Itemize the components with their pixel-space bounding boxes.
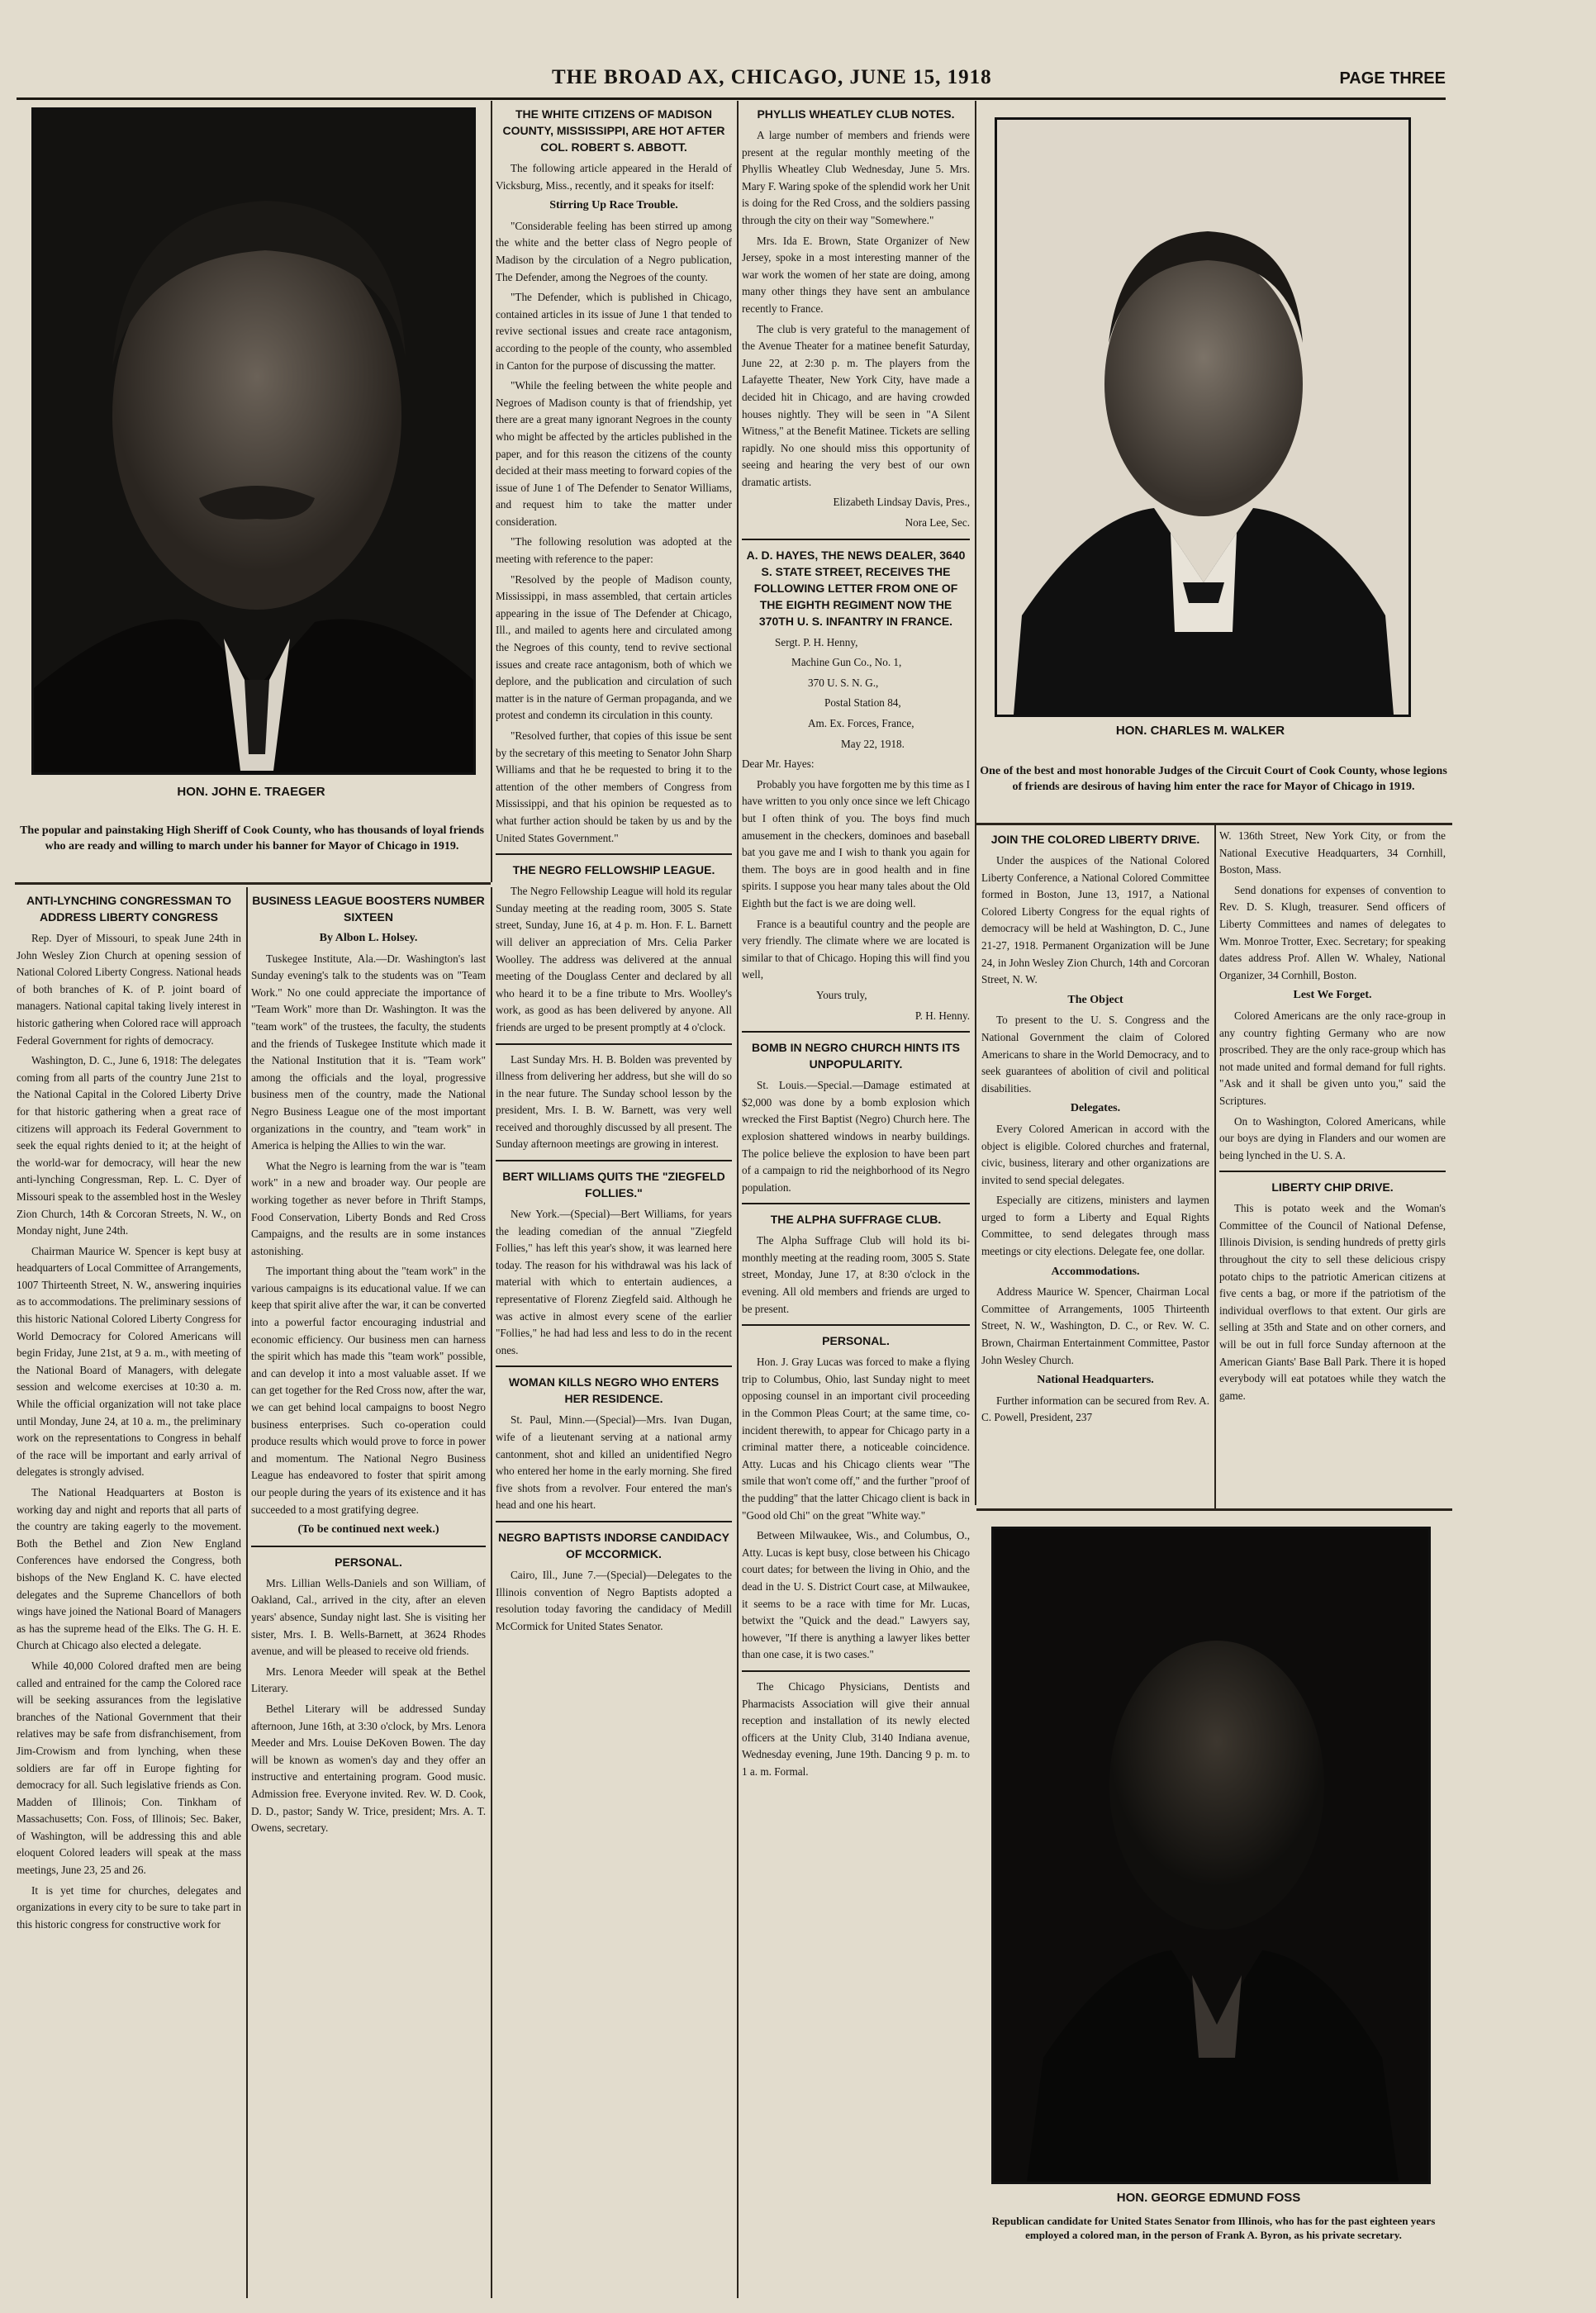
paragraph: The important thing about the "team work" in the various campaigns is its educational value. If we can keep that spirit alive after the war, it can be converted into a powerful factor encouraging industrial and economic efficiency. Our business men can harness the spirit which has made this "team work" possible, and can develop it into a most valuable asset. If we can get together for the Red Cross now, after the war, we can get behind local campaigns to boost Negro business enterprises. Such co-operation could produce results which would prove to force in power and momentum. The National Negro Business League has endeavored to foster that spirit among our people during the years of its existence and it has succeeded to a most gratifying degree. [251,1265,486,1516]
paragraph: What the Negro is learning from the war is "team work" in a new and broader way. Our people are working together as never before in Thrift Stamps, Food Conservation, Liberty Bonds and Red Cross Campaigns, and the results are in some instances astonishing. [251,1159,486,1257]
paragraph: Between Milwaukee, Wis., and Columbus, O., Atty. Lucas is kept busy, close between his Chicago court dates; for between the living in Ohio, and the dead in the U. S. District Court case, at Milwaukee, it seems to be a race with time for Mr. Lucas, betwixt the "Quick and the dead." Lawyers say, however, "If there is anything a lawyer likes better than one case, it is two cases." [742,1529,970,1661]
signature: P. H. Henny. [914,1009,970,1022]
paragraph: "While the feeling between the white people and Negroes of Madison county is that of friendship, yet there are a great many ignorant Negroes in the county who might be affected by the articles published in the paper, and for this reason the citizens of the county decided at their mass meeting to forward copies of the issue of June 1 of The Defender to Senator Williams, and request him to take the matter under consideration. [496,379,732,528]
headline-williams: BERT WILLIAMS QUITS THE "ZIEGFELD FOLLIES." [502,1170,725,1200]
subhead: Accommodations. [1051,1265,1140,1278]
paragraph: Under the auspices of the National Colored Liberty Conference, a National Colored Committee formed in Boston, June 13, 1917, a National Colored Liberty Congress for the equal rights of democracy will be held at Washington, D. C., June 21-27, 1918. Permanent Organization will be June 24, in John Wesley Zion Church, 14th and Corcoran Street, N. W. [981,854,1209,986]
paragraph: Further information can be secured from Rev. A. C. Powell, President, 237 [981,1394,1209,1424]
paragraph: On to Washington, Colored Americans, while our boys are dying in Flanders and our women are being lynched in the U. S. A. [1219,1114,1446,1161]
subhead: Stirring Up Race Trouble. [549,199,678,212]
signature: Elizabeth Lindsay Davis, Pres., [833,496,970,509]
divider [742,1203,970,1204]
subhead: The Object [1067,993,1123,1006]
headline-liberty-drive: JOIN THE COLORED LIBERTY DRIVE. [990,833,1200,846]
headline-personal: PERSONAL. [335,1555,402,1569]
address-line: Am. Ex. Forces, France, [808,717,914,730]
paragraph: Bethel Literary will be addressed Sunday afternoon, June 16th, at 3:30 o'clock, by Mrs. Lenora Meeder and Mrs. Louise DeKoven Bowen. The day will be known as women's day and they offer an instructive and entertaining program. Good music. Admission free. Everyone invited. Rev. W. D. Cook, D. D., pastor; Sandy W. Trice, president; Mrs. A. T. Owens, secretary. [251,1702,486,1835]
paragraph: The following article appeared in the Herald of Vicksburg, Miss., recently, and it speaks for itself: [496,162,732,192]
headline-anti-lynching: ANTI-LYNCHING CONGRESSMAN TO ADDRESS LIBERTY CONGRESS [26,894,232,924]
paragraph: Address Maurice W. Spencer, Chairman Local Committee of Arrangements, 1005 Thirteenth Street, N. W., Washington, D. C., or Rev. W. C. Brown, Chairman Entertainment Committee, Pastor John Wesley Church. [981,1285,1209,1366]
caption-name-foss: HON. GEORGE EDMUND FOSS [1116,2191,1301,2205]
column-business-league [251,889,486,2300]
paragraph: Send donations for expenses of convention to Rev. D. S. Klugh, treasurer. Send officers of Liberty Committees and names of delegates to Wm. Monroe Trotter, Exec. Secretary; for speaking dates address Prof. Allen W. Whaley, National Organizer, 34 Cornhill, Boston. [1219,883,1446,981]
paragraph: Last Sunday Mrs. H. B. Bolden was prevented by illness from delivering her address, but she will do so in the near future. The Sunday school lesson by the president, Mrs. I. B. W. Barnett, was very well received and thoroughly discussed by all present. The Sunday afternoon meetings are growing in interest. [496,1052,732,1151]
paragraph: The National Headquarters at Boston is working day and night and reports that all parts of the country are taking eagerly to the movement. Both the Bethel and Zion New England Conferences have endorsed the Congress, both bishops of the New England K. C. have elected delegates and the Supreme Chancellors of both wings have joined the National Board of Managers as has the supreme head of the Elks. The G. H. E. Church at Chicago also elected a delegate. [17,1486,241,1652]
paragraph: Especially are citizens, ministers and laymen urged to form a Liberty and Equal Rights Committee, to send delegates through mass meetings or city elections. Delegate fee, one dollar. [981,1194,1209,1258]
paragraph: Hon. J. Gray Lucas was forced to make a flying trip to Columbus, Ohio, last Sunday night to meet opposing counsel in an important civil proceeding in the Common Pleas Court; at the same time, co-incident therewith, to appear for Chicago party in a criminal matter there, a noticeable coincidence. Atty. Lucas and his Chicago clients wear "The smile that won't come off," and the further "proof of the pudding" that the latter Chicago client is back in "Good old Chi" on the great "White way." [742,1356,970,1522]
salutation: Dear Mr. Hayes: [742,758,815,771]
page-number: PAGE THREE [1339,69,1446,88]
headline-bomb: BOMB IN NEGRO CHURCH HINTS ITS UNPOPULARITY. [752,1041,960,1071]
paragraph: The club is very grateful to the management of the Avenue Theater for a matinee benefit Saturday, June 22, at 2:30 p. m. The players from the Lafayette Theater, New York City, have made a decided hit in Chicago, and are having crowded houses nightly. They will be seen in "A Silent Witness," at the Benefit Matinee. Tickets are selling rapidly. No one should miss this opportunity of seeing and hearing the very best of our own dramatic artists. [742,322,970,488]
divider [496,853,732,855]
headline-baptists: NEGRO BAPTISTS INDORSE CANDIDACY OF MCCORMICK. [497,1530,730,1560]
address-line: Postal Station 84, [824,696,901,710]
paragraph: St. Paul, Minn.—(Special)—Mrs. Ivan Dugan, wife of a lieutenant serving at a national army cantonment, shot and killed an unidentified Negro who entered her home in the early morning. She fired five shots from a revolver. Four entered the man's head and one his heart. [496,1413,732,1512]
paragraph: To present to the U. S. Congress and the National Government the claim of Colored Americans to share in the World Democracy, and to seek guarantees of abolition of civil and political disabilities. [981,1014,1209,1095]
paragraph: "The Defender, which is published in Chicago, contained articles in its issue of June 1 that tended to revive sectional issues and create race antagonism, according to the people of the county, who assembled in Canton for the purpose of discussing the matter. [496,291,732,372]
paragraph: Mrs. Ida E. Brown, State Organizer of New Jersey, spoke in a most interesting manner of the war work the women of her state are doing, among many other things they have sent an ambulance recently to France. [742,234,970,315]
portrait-photo-traeger [31,107,476,775]
paragraph: Rep. Dyer of Missouri, to speak June 24th in John Wesley Zion Church at opening session of National Colored Liberty Congress. National heads of both branches of K. of P. joint board of managers. National capital taking lively interest in historic gathering when Colored race will approach Federal Government for rights of democracy. [17,932,241,1047]
paragraph: France is a beautiful country and the people are very friendly. The climate where we are located is similar to that of Chicago. Hoping this will find you well, [742,917,970,981]
paragraph: The Negro Fellowship League will hold its regular Sunday meeting at the reading room, 3005 S. State street, Sunday, June 16, at 4 p. m. Hon. F. L. Barnett will deliver an appreciation of Mrs. Celia Parker Woolley. The address was delivered at the annual meeting of the Douglass Center and declared by all who heard it to be a fine tribute to Mrs. Woolley's work, as good as has been delivered by anyone. All friends are urged to be present promptly at 4 o'clock. [496,885,732,1033]
address-line: 370 U. S. N. G., [808,676,879,689]
headline-business-league: BUSINESS LEAGUE BOOSTERS NUMBER SIXTEEN [252,894,485,924]
divider [496,1521,732,1522]
paragraph: While 40,000 Colored drafted men are being called and entrained for the camp the Colored race will be seeking assurances from the legislative branches of the National Government that their relatives may be safe from disfranchisement, from Jim-Crowism and from lynching, when these soldiers are far off in Europe fighting for democracy for all. Such legislative friends as Con. Madden of Illinois; Con. Tinkham of Massachusetts; Con. Foss, of Illinois; Sec. Baker, of Washington, will be addressing this and able eloquent Colored leaders will speak at the mass meetings, June 23, 25 and 26. [17,1659,241,1877]
caption-text-foss: Republican candidate for United States Senator from Illinois, who has for the past eighteen years employed a colored man, in the person of Frank A. Byron, as his private secretary. [991,2215,1436,2241]
subhead: National Headquarters. [1037,1374,1154,1387]
paragraph: "Resolved by the people of Madison county, Mississippi, in mass assembled, that certain articles appearing in the issue of The Defender at Chicago, Ill., and mailed to agents here and circulated among the Negroes of this county, tend to revive sectional issues and create race antagonism, both of which we deplore, and the publication and circulation of such matter is in the nature of German propaganda, and we protest and condemn its circulation in this county. [496,572,732,722]
column-rule [491,101,492,882]
column-center-right [742,102,970,2300]
paragraph: New York.—(Special)—Bert Williams, for years the leading comedian of the annual "Ziegfeld Follies," has left this year's show, it was learned here today. The reason for his withdrawal was his lack of material with which to entertain audiences, a representative of Florenz Ziegfeld said. Although he was active in almost every scene of the earlier "Follies," he had had less and less to do in the recent ones. [496,1208,732,1356]
divider [742,1031,970,1033]
paragraph: Tuskegee Institute, Ala.—Dr. Washington's last Sunday evening's talk to the students was on "Team Work." No one could appreciate the importance of "Team Work" more than Dr. Washington. It was the "team work" of the trustees, the faculty, the students and the friends of Tuskegee Institute which made it the National Institution that it is. "Team work" among the officials and the loyal, progressive business men of the country, made the National Negro Business League one of the most important organizations in the country, and "team work" in America is helping the Allies to win the war. [251,952,486,1152]
column-liberty-chip [1219,828,1446,1505]
column-anti-lynching [17,889,241,2300]
section-rule [976,1508,1452,1511]
headline-madison: THE WHITE CITIZENS OF MADISON COUNTY, MISSISSIPPI, ARE HOT AFTER COL. ROBERT S. ABBOTT. [502,107,725,154]
column-rule [491,887,492,2298]
address-line: Machine Gun Co., No. 1, [791,656,902,669]
closing: Yours truly, [816,988,867,1001]
divider [742,539,970,540]
headline-wheatley: PHYLLIS WHEATLEY CLUB NOTES. [757,107,955,121]
column-rule [246,887,248,2298]
paragraph: Colored Americans are the only race-group in any country fighting Germany who are now proscribed. They are the only race-group which has not made united and formal demand for full rights. "Ask and it shall be given unto you," said the Scriptures. [1219,1009,1446,1107]
paragraph: Probably you have forgotten me by this time as I have written to you only once since we left Chicago but I often think of you. The boys find much amusement in the checkers, dominoes and baseball bat you gave me and I wish to thank you again for them. The boys are in good health and in fine spirits. I suppose you hear many tales about the Old Eighth but the fact is we are doing well. [742,777,970,910]
caption-name-traeger: HON. JOHN E. TRAEGER [177,785,325,799]
caption-text-walker: One of the best and most honorable Judges of the Circuit Court of Cook County, whose legions of friends are desirous of having him enter the race for Mayor of Chicago in 1919. [980,765,1447,793]
section-rule [976,823,1452,825]
masthead-title: THE BROAD AX, CHICAGO, JUNE 15, 1918 [552,66,992,88]
signature: Nora Lee, Sec. [905,516,970,530]
divider [742,1670,970,1672]
paragraph: The Alpha Suffrage Club will hold its bi-monthly meeting at the reading room, 3005 S. State street, Monday, June 17, at 8:30 o'clock in the evening. All old members and friends are urged to be present. [742,1234,970,1315]
paragraph: A large number of members and friends were present at the regular monthly meeting of the Phyllis Wheatley Club Wednesday, June 5. Mrs. Mary F. Waring spoke of the splendid work her Unit is doing for the Red Cross, and the soldiers passing through the city on their way "Somewhere." [742,129,970,226]
paragraph: Mrs. Lillian Wells-Daniels and son William, of Oakland, Cal., arrived in the city, after an eleven years' absence, Sunday night last. She is visiting her sister, Mrs. I. B. Wells-Barnett, at 3624 Rhodes avenue, and will be pleased to receive old friends. [251,1576,486,1658]
paragraph: St. Louis.—Special.—Damage estimated at $2,000 was done by a bomb explosion which wrecked the First Baptist (Negro) Church here. The explosion shattered windows in nearby buildings. The police believe the explosion to have been part of a campaign to rid the neighborhood of its Negro population. [742,1079,970,1194]
portrait-illustration [997,120,1408,715]
column-center-left [496,102,732,2300]
subhead: Delegates. [1070,1102,1121,1115]
divider [742,1324,970,1326]
divider [496,1043,732,1045]
paragraph: Mrs. Lenora Meeder will speak at the Bethel Literary. [251,1665,486,1695]
divider [1219,1171,1446,1172]
caption-text-traeger: The popular and painstaking High Sheriff of Cook County, who has thousands of loyal friends who are ready and willing to march under his banner for Mayor of Chicago in 1919. [20,824,484,853]
portrait-photo-foss [991,1527,1431,2184]
divider [251,1546,486,1547]
section-rule [15,882,491,885]
paragraph: Every Colored American in accord with the object is eligible. Colored churches and fraternal, civic, business, literary and other organizations are invited to send special delegates. [981,1122,1209,1186]
paragraph: Cairo, Ill., June 7.—(Special)—Delegates to the Illinois convention of Negro Baptists adopted a resolution today favoring the candidacy of Medill McCormick for United States Senator. [496,1568,732,1632]
headline-woman: WOMAN KILLS NEGRO WHO ENTERS HER RESIDENCE. [508,1375,720,1406]
continued-note: (To be continued next week.) [297,1523,439,1536]
headline-fellowship: THE NEGRO FELLOWSHIP LEAGUE. [512,863,715,877]
subhead: Lest We Forget. [1293,989,1372,1002]
paragraph: It is yet time for churches, delegates and organizations in every city to be sure to take part in this historic congress for constructive work for [17,1883,241,1931]
portrait-photo-walker [995,117,1411,717]
paragraph: Chairman Maurice W. Spencer is kept busy at headquarters of Local Committee of Arrangements, 1007 Thirteenth Street, N. W., answering inquiries as to accommodations. The preliminary sessions of this historic National Colored Liberty Congress for World Democracy for Colored Americans will begin Friday, June 21st, at 9 a. m., with meeting of the National Board of Managers, with delegate session and welcome exercises at 10:30 a. m. While the official organization will not take place until Monday, June 24, at 10 a. m., the preliminary work on the representations to Congress in behalf of the race will be important and early arrival of delegates is strongly advised. [17,1244,241,1479]
paragraph: W. 136th Street, New York City, or from the National Executive Headquarters, 34 Cornhill, Boston, Mass. [1219,829,1446,876]
headline-personal: PERSONAL. [822,1334,890,1348]
paragraph: The Chicago Physicians, Dentists and Pharmacists Association will give their annual reception and installation of its newly elected officers at the Unity Club, 3140 Indiana avenue, Wednesday evening, June 19th. Dancing 9 p. m. to 1 a. m. Formal. [742,1679,970,1778]
divider [496,1160,732,1161]
column-liberty-drive [981,828,1209,1505]
address-line: Sergt. P. H. Henny, [775,635,858,648]
byline: By Albon L. Holsey. [319,932,418,944]
paragraph: "Considerable feeling has been stirred up among the white and the better class of Negro people of Madison by the circulation of a Negro publication, The Defender, among the Negroes of the county. [496,219,732,283]
headline-chip-drive: LIBERTY CHIP DRIVE. [1271,1180,1394,1194]
column-rule [1214,823,1216,1508]
paragraph: "The following resolution was adopted at the meeting with reference to the paper: [496,535,732,566]
column-rule [975,101,976,1505]
column-rule [737,101,739,2298]
portrait-illustration [34,110,473,772]
paragraph: "Resolved further, that copies of this issue be sent by the secretary of this meeting to Senator John Sharp Williams and that he be requested to bring it to the attention of the other members of Congress from Mississippi, and that his opinion be requested as to what further action should be taken by us and by the United States Government." [496,729,732,844]
paragraph: This is potato week and the Woman's Committee of the Council of National Defense, Illinois Division, is sending hundreds of pretty girls throughout the city to sell these delicious crispy potato chips to the patriotic American citizens at five cents a bag, or more if the patriotism of the individual overflows to that extent. Our girls are selling at 35th and State and on other corners, and will be out in full force Sunday afternoon at the American Giants' Base Ball Park. There it is hoped everybody will eat potatoes while they watch the game. [1219,1202,1446,1402]
headline-hayes: A. D. HAYES, THE NEWS DEALER, 3640 S. STATE STREET, RECEIVES THE FOLLOWING LETTER FROM ONE OF THE EIGHTH REGIMENT NOW THE 370TH U. S. INFANTRY IN FRANCE. [746,548,966,628]
caption-name-walker: HON. CHARLES M. WALKER [1115,724,1285,738]
paragraph: Washington, D. C., June 6, 1918: The delegates coming from all parts of the country June 21st to the National Capital in the Colored Liberty Drive for that historic gathering when a great race of citizens will approach its Federal Government to seek the equal rights denied to it; at the height of the world-war for democracy, will hear the new anti-lynching Congressman, Rep. L. C. Dyer of Missouri speak to the assembled host in the Wesley Zion Church, 14th & Corcoran Streets, N. W., on Monday night, June 24th. [17,1054,241,1237]
divider [496,1365,732,1367]
headline-alpha: THE ALPHA SUFFRAGE CLUB. [770,1213,942,1227]
address-line: May 22, 1918. [841,737,905,750]
portrait-illustration [994,1529,1428,2182]
masthead [17,64,1446,100]
